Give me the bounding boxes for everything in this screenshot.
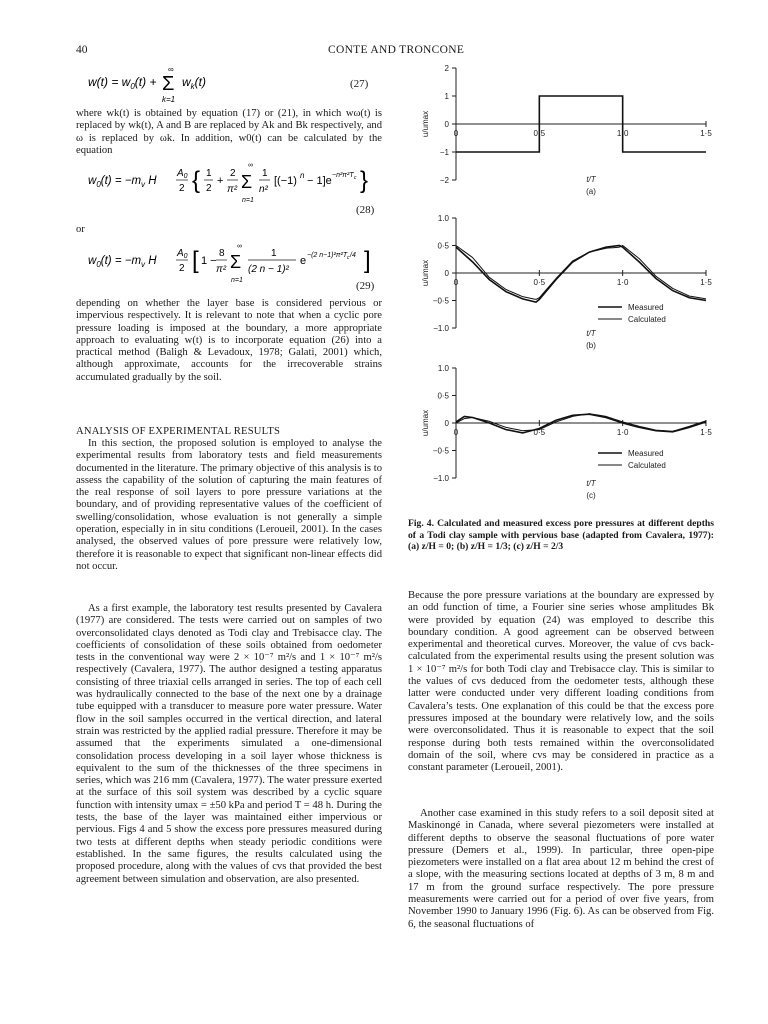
svg-text:1: 1	[262, 168, 268, 179]
equation-28	[88, 158, 384, 220]
svg-text:∞: ∞	[237, 243, 242, 250]
svg-text:Σ: Σ	[230, 252, 242, 272]
svg-text:[(−1): [(−1)	[274, 175, 297, 187]
svg-text:∞: ∞	[168, 65, 174, 74]
svg-text:A0: $A_0$	[177, 168, 188, 180]
svg-text:−n²π²T: −n²π²T	[332, 172, 354, 179]
series-line-measured	[453, 246, 706, 303]
panel-label: (b)	[586, 341, 596, 350]
svg-text:1 −: 1 −	[201, 255, 217, 267]
svg-text:n: n	[300, 171, 305, 180]
equation-number: (27)	[350, 78, 369, 90]
svg-text:]: ]	[364, 247, 371, 274]
y-tick-label: −0·5	[432, 296, 449, 306]
or-text: or	[76, 224, 85, 235]
equation-number: (28)	[356, 204, 375, 216]
y-axis-label: u/umax	[421, 110, 430, 138]
x-tick-label: 1·5	[700, 278, 712, 287]
y-axis-label: u/umax	[421, 259, 430, 287]
svg-text:1: 1	[206, 168, 212, 179]
y-tick-label: 1	[444, 92, 449, 101]
para-cavalera: As a first example, the laboratory test results presented by Cavalera (1977) are considered. The tests were carried out on samples of two overconsolidated clays denoted as Todi clay and Trebisacce clay. The coefficients of consolidation of these soils obtained from oedometer tests in the conventional way were 2 × 10⁻⁷ m²/s and 1 × 10⁻⁷ m²/s respectively (Cavalera, 1977). The author designed a testing apparatus consisting of three triaxial cells arranged in series. The top of each cell was hydraulically connected to the base of the next one by a drainage tube equipped with a transducer to measure pore water pressure. Water flow in the soil samples occurred in the vertical direction, and lateral strain was restricted by the applied radial pressure. Therefore it may be assumed that the experiments simulated a one-dimensional consolidation process developing in a soil layer whose thickness is equivalent to the sum of the thicknesses of the three specimens in series, which was 216 mm (Cavalera, 1977). The water pressure exerted at the surface of this soil system was described by a cyclic square function with intensity umax = ±50 kPa and period T = 48 h. During the tests, the base of the layer was maintained either impervious or pervious. Figs 4 and 5 show the excess pore pressures measured during two tests at different depths when steady periodic conditions were established. In the same figures, the results calculated using the proposed procedure, along with the values of cvs that provided the best agreement between simulation and observation, are also presented.	[76, 603, 382, 885]
para-intro: In this section, the proposed solution is employed to analyse the experimental results from laboratory tests and field measurements documented in the literature. The primary objective of this analysis is to assess the capability of the solution of capturing the main features of the real response of soil layers to pore pressure variations at the boundary, and of providing representative values of the coefficient of swelling/consolidation, whose evaluation is not generally a simple operation, especially in in situ conditions (Leroueil, 2001). In the cases analysed, the observed values of pore pressure were relatively low, therefore it is reasonable to expect that significant non-linear effects did not occur.	[76, 438, 382, 572]
svg-text:k=1: k=1	[162, 95, 176, 104]
y-tick-label: −1.0	[433, 474, 449, 483]
x-tick-label: 0	[453, 278, 459, 287]
y-tick-label: 1.0	[437, 214, 449, 223]
y-tick-label: 0	[444, 269, 449, 278]
svg-text:c: c	[354, 175, 357, 181]
x-tick-label: 1·5	[700, 428, 712, 437]
para-after-eq29: depending on whether the layer base is considered pervious or impervious respectively. It is relevant to note that when a cyclic pore pressure loading is imposed at the boundary, a more appropriate approach to evaluating w(t) is to incorporate equation (26) into a practical method (Baligh & Levadoux, 1978; Galati, 2001) which, although approximate, accounts for the irrecoverable strains accumulated gradually by the soil.	[76, 298, 382, 383]
svg-text:− 1]e: − 1]e	[307, 175, 332, 187]
x-axis-label: t/T	[586, 479, 596, 488]
svg-text:π²: π²	[227, 184, 238, 195]
svg-text:w(t) = w0(t) +: $w(t) = w_0(t)$ +	[88, 75, 157, 91]
svg-text:π²: π²	[216, 264, 227, 275]
page-number: 40	[76, 44, 88, 56]
x-tick-label: 1·0	[616, 129, 629, 138]
x-tick-label: 1·5	[700, 129, 712, 138]
svg-text:n²: n²	[259, 184, 268, 195]
para-after-eq27: where wk(t) is obtained by equation (17) or (21), in which wω(t) is replaced by wk(t), A and B are replaced by Ak and Bk respectively, and ω is replaced by ωk. In addition, w0(t) can be calculated by the equation	[76, 108, 382, 156]
x-tick-label: 0·5	[533, 428, 546, 437]
svg-text:−(2 n−1)²π²T: −(2 n−1)²π²T	[307, 252, 348, 259]
equation-29	[88, 240, 384, 298]
x-axis-label: t/T	[586, 175, 596, 184]
svg-text:Σ: Σ	[162, 73, 175, 95]
y-tick-label: −0·5	[432, 446, 449, 456]
svg-text:n=1: n=1	[231, 277, 243, 284]
svg-text:}: }	[360, 167, 369, 194]
equation-number: (29)	[356, 280, 375, 292]
svg-text:1: 1	[271, 248, 277, 259]
svg-text:2: 2	[179, 183, 185, 194]
equation-28-graphic	[88, 158, 378, 206]
y-tick-label: 0·5	[437, 391, 449, 401]
panel-label: (a)	[586, 187, 596, 196]
svg-text:w0(t) = −mv H: $w_0(t) = -m_v$ H	[88, 175, 157, 189]
series-line-calculated	[453, 246, 706, 300]
legend-label: Measured	[628, 303, 664, 312]
svg-text:2: 2	[206, 183, 212, 194]
y-tick-label: 1.0	[437, 364, 449, 373]
figure-caption: Fig. 4. Calculated and measured excess pore pressures at different depths of a Todi clay sample with pervious base (adapted from Cavalera, 1977): (a) z/H = 0; (b) z/H = 1/3; (c) z/H = 2/3	[408, 518, 714, 552]
legend-label: Calculated	[628, 461, 666, 470]
x-tick-label: 0·5	[533, 129, 546, 138]
svg-text:c: c	[347, 255, 350, 261]
y-tick-label: 0·5	[437, 241, 449, 251]
svg-text:{: {	[192, 167, 201, 194]
svg-text:w0(t) = −mv H: $w_0(t) = -m_v$ H	[88, 255, 157, 269]
x-tick-label: 1·0	[616, 278, 629, 287]
y-tick-label: −1.0	[433, 324, 449, 333]
equation-29-graphic	[88, 240, 378, 286]
svg-text:2: 2	[230, 168, 236, 179]
svg-text:2: 2	[179, 263, 185, 274]
section-heading: ANALYSIS OF EXPERIMENTAL RESULTS	[76, 426, 281, 437]
x-tick-label: 0	[453, 129, 459, 138]
equation-27-graphic	[88, 62, 298, 106]
equation-27	[88, 62, 376, 106]
svg-text:Σ: Σ	[241, 172, 253, 192]
y-tick-label: 0	[444, 120, 449, 129]
svg-text:A0: $A_0$	[177, 248, 188, 260]
y-tick-label: −2	[439, 176, 449, 185]
svg-text:8: 8	[219, 248, 225, 259]
x-tick-label: 0	[453, 428, 459, 437]
figure-4-chart	[408, 60, 728, 510]
svg-text:e: e	[300, 255, 307, 267]
series-line-measured	[456, 414, 706, 433]
svg-text:[: [	[192, 247, 199, 274]
figure-4	[408, 60, 728, 510]
y-tick-label: 0	[444, 419, 449, 428]
para-right-1: Because the pore pressure variations at the boundary are expressed by an odd function of time, a Fourier sine series whose amplitudes Bk were provided by equation (24) was employed to describe this boundary condition. A good agreement can be observed between experimental and theoretical curves. Moreover, the value of cvs back-calculated from the experimental results using the present solution was 1 × 10⁻⁷ m²/s for both Todi clay and Trebisacce clay. This is similar to the values of cvs deduced from the oedometer tests, although these latter were conducted under very different loading conditions from Cavalera’s tests. One explanation of this could be that the excess pore pressures imposed at the boundary were relatively low, and the soils were overconsolidated. Thus it is reasonable to expect that the soil response during both tests remained within the overconsolidated domain of the soil, where cvs may be considered in practice as a constant parameter (Leroueil, 2001).	[408, 590, 714, 774]
y-tick-label: −1	[439, 148, 449, 157]
svg-text:(2 n − 1)²: (2 n − 1)²	[248, 264, 289, 275]
y-axis-label: u/umax	[421, 409, 430, 437]
series-line-calculated	[456, 414, 706, 432]
legend-label: Measured	[628, 449, 664, 458]
legend-label: Calculated	[628, 315, 666, 324]
svg-text:n=1: n=1	[242, 197, 254, 204]
x-axis-label: t/T	[586, 329, 596, 338]
svg-text:∞: ∞	[248, 162, 253, 169]
para-right-2: Another case examined in this study refers to a soil deposit sited at Maskinongé in Canada, where several piezometers were installed at different depths to observe the seasonal fluctuations of pore water pressure (Demers et al., 1999). In particular, three open-pipe piezometers were installed on a flat area about 12 m behind the crest of a slope, with the measuring sections located at depths of 3 m, 8 m and 17 m from the ground surface respectively. The pore pressure measurements were carried out for a period of over five years, from November 1990 to January 1996 (Fig. 6). As can be observed from Fig. 6, the seasonal fluctuations of	[408, 808, 714, 930]
svg-text:wk(t): $w_k(t)$	[182, 75, 206, 91]
running-title: CONTE AND TRONCONE	[328, 44, 465, 56]
svg-text:+: +	[217, 175, 224, 187]
x-tick-label: 0·5	[533, 278, 546, 287]
panel-label: (c)	[586, 491, 596, 500]
svg-text:/4: /4	[350, 252, 356, 259]
x-tick-label: 1·0	[616, 428, 629, 437]
y-tick-label: 2	[444, 64, 449, 73]
